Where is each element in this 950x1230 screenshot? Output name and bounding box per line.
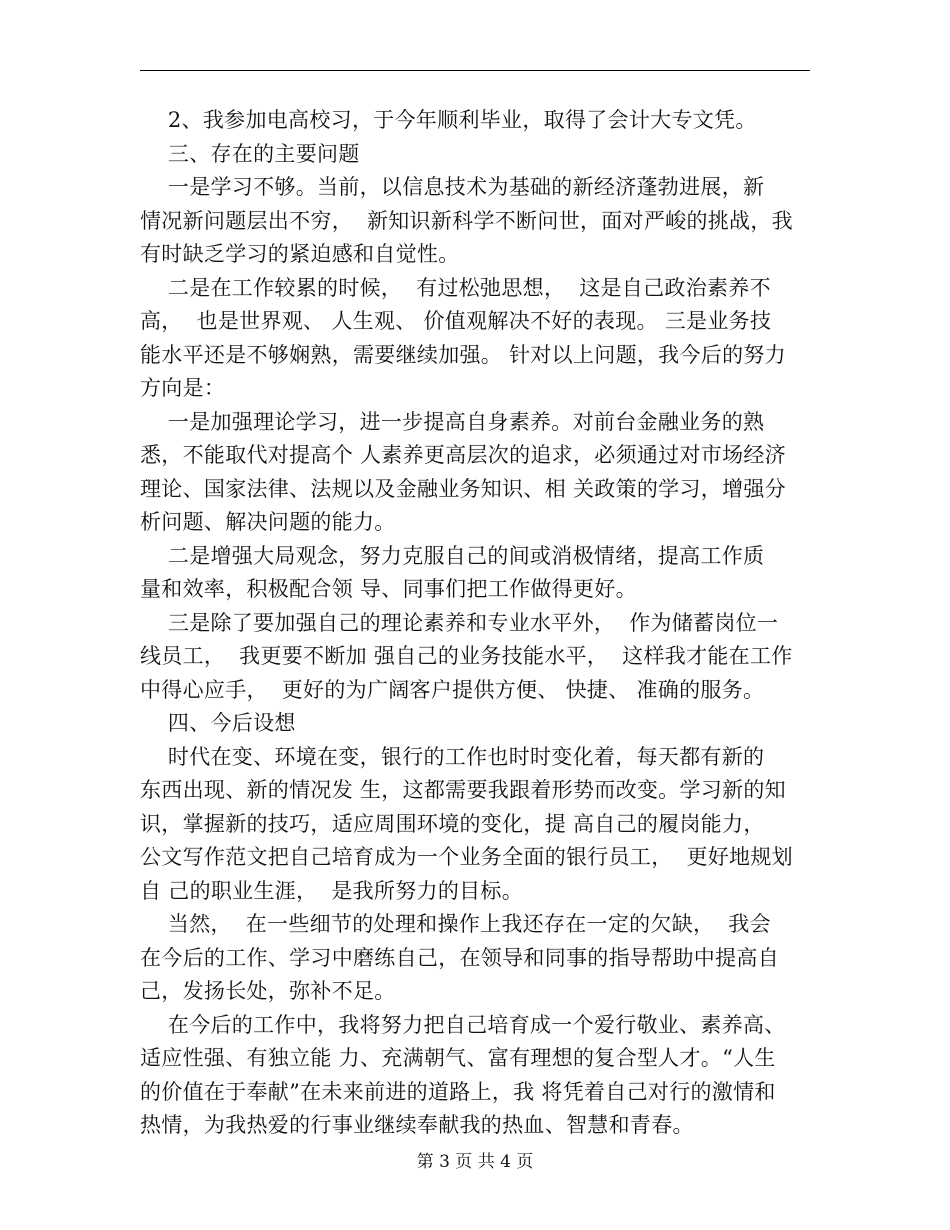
text-line: 四、今后设想 bbox=[140, 711, 296, 735]
text-line: 有时缺乏学习的紧迫感和自觉性。 bbox=[140, 242, 460, 266]
text-line: 线员工， 我更要不断加 强自己的业务技能水平， 这样我才能在工作 bbox=[140, 644, 793, 668]
text-line: 2、我参加电高校习，于今年顺利毕业，取得了会计大专文凭。 bbox=[140, 108, 757, 132]
text-line: 方向是： bbox=[140, 376, 226, 400]
text-line: 时代在变、环境在变，银行的工作也时时变化着，每天都有新的 bbox=[140, 744, 765, 769]
text-line: 析问题、解决问题的能力。 bbox=[140, 510, 396, 534]
text-line: 三、存在的主要问题 bbox=[140, 141, 360, 166]
text-line: 当然， 在一些细节的处理和操作上我还存在一定的欠缺， 我会 bbox=[140, 912, 771, 936]
text-line: 情况新问题层出不穷， 新知识新科学不断问世，面对严峻的挑战，我 bbox=[140, 208, 793, 233]
text-line: 一是学习不够。当前，以信息技术为基础的新经济蓬勃进展，新 bbox=[140, 175, 765, 199]
text-line: 识，掌握新的技巧，适应周围环境的变化，提 高自己的履岗能力， bbox=[140, 811, 765, 836]
text-line: 自 己的职业生涯， 是我所努力的目标。 bbox=[140, 878, 524, 903]
text-line: 在今后的工作中，我将努力把自己培育成一个爱行敬业、素养高、 bbox=[140, 1012, 786, 1037]
text-line: 在今后的工作、学习中磨练自己，在领导和同事的指导帮助中提高自 bbox=[140, 945, 779, 970]
text-line: 公文写作范文把自己培育成为一个业务全面的银行员工， 更好地规划 bbox=[140, 845, 793, 869]
text-line: 悉，不能取代对提高个 人素养更高层次的追求，必须通过对市场经济 bbox=[140, 443, 786, 467]
page-number: 第 3 页 共 4 页 bbox=[416, 1152, 534, 1172]
text-line: 中得心应手， 更好的为广阔客户提供方便、 快捷、 准确的服务。 bbox=[140, 677, 765, 702]
text-line: 适应性强、有独立能 力、充满朝气、富有理想的复合型人才。“人生 bbox=[140, 1046, 776, 1070]
body-text bbox=[140, 104, 810, 1143]
text-line: 理论、国家法律、法规以及金融业务知识、相 关政策的学习，增强分 bbox=[140, 476, 786, 501]
text-line: 量和效率，积极配合领 导、同事们把工作做得更好。 bbox=[140, 577, 637, 601]
text-line: 二是在工作较累的时候， 有过松弛思想， 这是自己政治素养不 bbox=[140, 275, 771, 300]
text-line: 一是加强理论学习，进一步提高自身素养。对前台金融业务的熟 bbox=[140, 409, 765, 434]
text-line: 己，发扬长处，弥补不足。 bbox=[140, 979, 396, 1003]
text-line: 的价值在于奉献”在未来前进的道路上，我 将凭着自己对行的激情和 bbox=[140, 1079, 776, 1104]
text-line: 能水平还是不够娴熟，需要继续加强。 针对以上问题，我今后的努力 bbox=[140, 342, 786, 367]
text-line: 高， 也是世界观、 人生观、 价值观解决不好的表现。 三是业务技 bbox=[140, 309, 772, 333]
text-line: 热情，为我热爱的行事业继续奉献我的热血、智慧和青春。 bbox=[140, 1113, 694, 1137]
text-line: 二是增强大局观念，努力克服自己的间或消极情绪，提高工作质 bbox=[140, 543, 765, 568]
text-line: 三是除了要加强自己的理论素养和专业水平外， 作为储蓄岗位一 bbox=[140, 610, 779, 635]
header-rule bbox=[140, 70, 810, 71]
text-line: 东西出现、新的情况发 生，这都需要我跟着形势而改变。学习新的知 bbox=[140, 778, 786, 802]
